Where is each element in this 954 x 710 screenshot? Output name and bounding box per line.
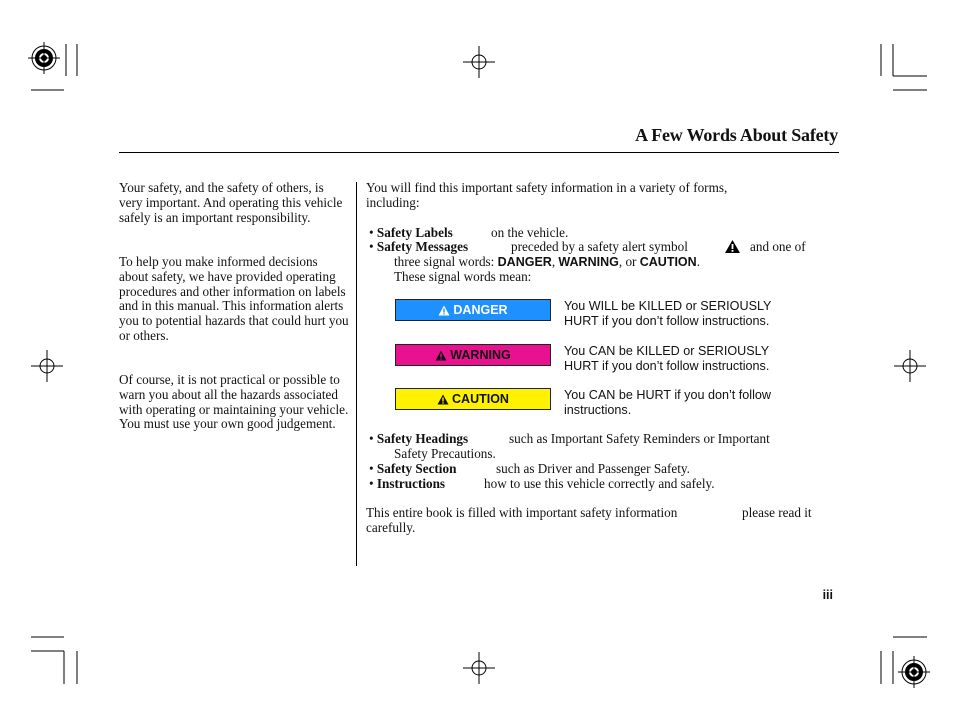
registration-mark-icon — [28, 42, 60, 74]
caution-description-line-1: You CAN be HURT if you don’t follow — [564, 388, 771, 402]
bullet: • — [369, 431, 374, 446]
registration-mark-icon — [898, 656, 930, 688]
caution-description — [564, 388, 804, 418]
caution-label — [395, 388, 551, 410]
bullet: • — [369, 461, 374, 476]
danger-description — [564, 299, 804, 329]
caution-description-line-2: instructions. — [564, 403, 632, 417]
caution-label-text: CAUTION — [452, 392, 509, 406]
page-title: A Few Words About Safety — [635, 125, 838, 145]
signal-word-warning: WARNING — [558, 255, 619, 269]
comma: , — [551, 254, 556, 269]
safety-alert-triangle-icon — [435, 350, 447, 361]
desc-safety-section: such as Driver and Passenger Safety. — [496, 461, 690, 476]
list-item-instructions — [369, 477, 445, 492]
danger-description-line-1: You WILL be KILLED or SERIOUSLY — [564, 299, 772, 313]
title-rule — [119, 152, 839, 153]
left-paragraph-3: Of course, it is not practical or possible to warn you about all the hazards associated with operating or maintaining your vehicle. You must use your own good judgement. — [119, 372, 349, 432]
warning-description-line-1: You CAN be KILLED or SERIOUSLY — [564, 344, 770, 358]
bullet: • — [369, 476, 374, 491]
signal-words-mean: These signal words mean: — [394, 269, 532, 284]
comma-or: , or — [618, 254, 637, 269]
signal-word-danger: DANGER — [497, 255, 552, 269]
term-safety-headings: Safety Headings — [376, 431, 469, 446]
list-item-safety-section — [369, 462, 456, 477]
signal-words-prefix: three signal words: — [394, 254, 495, 269]
term-safety-section: Safety Section — [376, 461, 457, 476]
list-item-safety-headings — [369, 432, 468, 447]
safety-alert-triangle-icon — [724, 239, 741, 254]
safety-alert-triangle-icon — [437, 394, 449, 405]
warning-label — [395, 344, 551, 366]
bullet: • — [369, 225, 374, 240]
term-safety-messages: Safety Messages — [376, 239, 469, 254]
danger-label-text: DANGER — [453, 303, 508, 317]
closing-line-1a: This entire book is filled with important safety information — [366, 505, 678, 520]
list-item-safety-messages — [369, 240, 468, 255]
intro-line-2: including: — [366, 195, 420, 210]
column-divider — [356, 182, 357, 566]
warning-description — [564, 344, 804, 374]
desc-safety-headings-line-2: Safety Precautions. — [394, 446, 496, 461]
left-paragraph-1: Your safety, and the safety of others, is very important. And operating this vehicle safely is an important responsibility. — [119, 180, 343, 225]
desc-safety-messages-cont: and one of — [750, 239, 806, 254]
signal-word-caution: CAUTION — [639, 255, 697, 269]
page-number: iii — [822, 588, 833, 602]
danger-label — [395, 299, 551, 321]
bullet: • — [369, 239, 374, 254]
warning-description-line-2: HURT if you don’t follow instructions. — [564, 359, 770, 373]
signal-words-line — [394, 255, 700, 270]
closing-line-1b: please read it — [742, 505, 812, 520]
term-instructions: Instructions — [376, 476, 446, 491]
desc-safety-labels: on the vehicle. — [491, 225, 569, 240]
desc-safety-headings: such as Important Safety Reminders or Important — [509, 431, 770, 446]
desc-instructions: how to use this vehicle correctly and safely. — [484, 476, 715, 491]
term-safety-labels: Safety Labels — [376, 225, 453, 240]
desc-safety-messages: preceded by a safety alert symbol — [511, 239, 688, 254]
period: . — [696, 254, 700, 269]
danger-description-line-2: HURT if you don’t follow instructions. — [564, 314, 770, 328]
safety-alert-triangle-icon — [438, 305, 450, 316]
intro-line-1: You will find this important safety information in a variety of forms, — [366, 180, 728, 195]
warning-label-text: WARNING — [450, 348, 511, 362]
left-paragraph-2: To help you make informed decisions about safety, we have provided operating procedures and other information on labels and in this manual. This information alerts you to potential hazards that could hurt you or others. — [119, 254, 349, 343]
closing-line-2: carefully. — [366, 520, 416, 535]
